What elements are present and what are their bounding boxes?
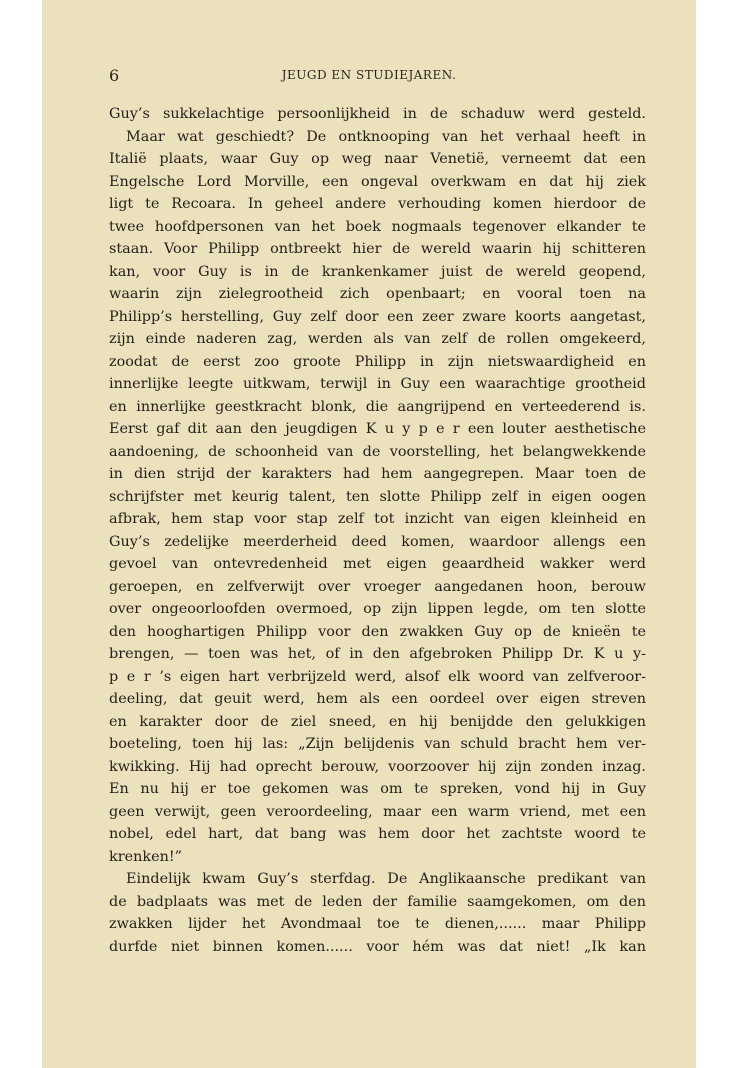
text-line: Engelsche Lord Morville, een ongeval overkwam en dat hij ziek	[109, 173, 646, 190]
text-line: Guy’s zedelijke meerderheid deed komen, waardoor allengs een	[109, 533, 646, 550]
text-line: En nu hij er toe gekomen was om te spreken, vond hij in Guy	[109, 781, 646, 797]
text-line: ligt te Recoara. In geheel andere verhouding komen hierdoor de	[109, 196, 646, 212]
text-line: staan. Voor Philipp ontbreekt hier de wereld waarin hij schitteren	[109, 241, 646, 257]
text-line: en innerlijke geestkracht blonk, die aangrijpend en verteederend is.	[109, 398, 646, 415]
page-number: 6	[109, 66, 120, 85]
text-line: kan, voor Guy is in de krankenkamer juist de wereld geopend,	[109, 263, 646, 280]
text-line: Italië plaats, waar Guy op weg naar Venetië, verneemt dat een	[109, 151, 646, 167]
text-line: brengen, — toen was het, of in den afgebroken Philipp Dr. K u y-	[109, 646, 646, 662]
body-text	[109, 103, 646, 958]
text-line: Eerst gaf dit aan den jeugdigen K u y p e r een louter aesthetische	[109, 421, 646, 437]
text-line: innerlijke leegte uitkwam, terwijl in Guy een waarachtige grootheid	[109, 376, 646, 392]
text-line: kwikking. Hij had oprecht berouw, voorzoover hij zijn zonden inzag.	[109, 758, 646, 775]
text-line: geroepen, en zelfverwijt over vroeger aangedanen hoon, berouw	[109, 578, 646, 595]
text-line: schrijfster met keurig talent, ten slotte Philipp zelf in eigen oogen	[109, 488, 646, 505]
text-line: den hooghartigen Philipp voor den zwakken Guy op de knieën te	[109, 623, 646, 640]
text-line: Eindelijk kwam Guy’s sterfdag. De Anglikaansche predikant van	[126, 871, 646, 887]
text-line: krenken!”	[109, 848, 183, 865]
text-line: p e r ’s eigen hart verbrijzeld werd, alsof elk woord van zelfveroor-	[109, 668, 646, 685]
text-line: gevoel van ontevredenheid met eigen geaardheid wakker werd	[109, 556, 646, 572]
text-line: durfde niet binnen komen...... voor hém was dat niet! „Ik kan	[109, 938, 646, 955]
text-line: aandoening, de schoonheid van de voorstelling, het belangwekkende	[109, 443, 646, 460]
text-line: geen verwijt, geen veroordeeling, maar een warm vriend, met een	[109, 803, 646, 820]
text-line: over ongeoorloofden overmoed, op zijn lippen legde, om ten slotte	[109, 601, 646, 617]
text-line: in dien strijd der karakters had hem aangegrepen. Maar toen de	[109, 466, 646, 482]
text-line: waarin zijn zielegrootheid zich openbaart; en vooral toen na	[109, 286, 646, 302]
text-line: twee hoofdpersonen van het boek nogmaals tegenover elkander te	[109, 218, 646, 235]
running-head: JEUGD EN STUDIEJAREN.	[281, 68, 457, 82]
text-line: Maar wat geschiedt? De ontknooping van het verhaal heeft in	[126, 128, 646, 145]
text-line: Guy’s sukkelachtige persoonlijkheid in de schaduw werd gesteld.	[109, 106, 646, 122]
page-header	[42, 66, 696, 86]
text-line: zijn einde naderen zag, werden als van zelf de rollen omgekeerd,	[109, 331, 646, 347]
book-page	[42, 0, 696, 1068]
text-line: deeling, dat geuit werd, hem als een oordeel over eigen streven	[109, 691, 646, 707]
text-line: nobel, edel hart, dat bang was hem door het zachtste woord te	[109, 826, 646, 842]
text-line: zoodat de eerst zoo groote Philipp in zijn nietswaardigheid en	[109, 353, 646, 370]
text-line: de badplaats was met de leden der familie saamgekomen, om den	[109, 893, 646, 910]
text-line: en karakter door de ziel sneed, en hij benijdde den gelukkigen	[109, 713, 646, 730]
text-line: Philipp’s herstelling, Guy zelf door een zeer zware koorts aangetast,	[109, 308, 646, 325]
text-line: boeteling, toen hij las: „Zijn belijdenis van schuld bracht hem ver-	[109, 736, 646, 752]
text-line: afbrak, hem stap voor stap zelf tot inzicht van eigen kleinheid en	[109, 511, 646, 527]
text-line: zwakken lijder het Avondmaal toe te dienen,...... maar Philipp	[109, 916, 646, 932]
